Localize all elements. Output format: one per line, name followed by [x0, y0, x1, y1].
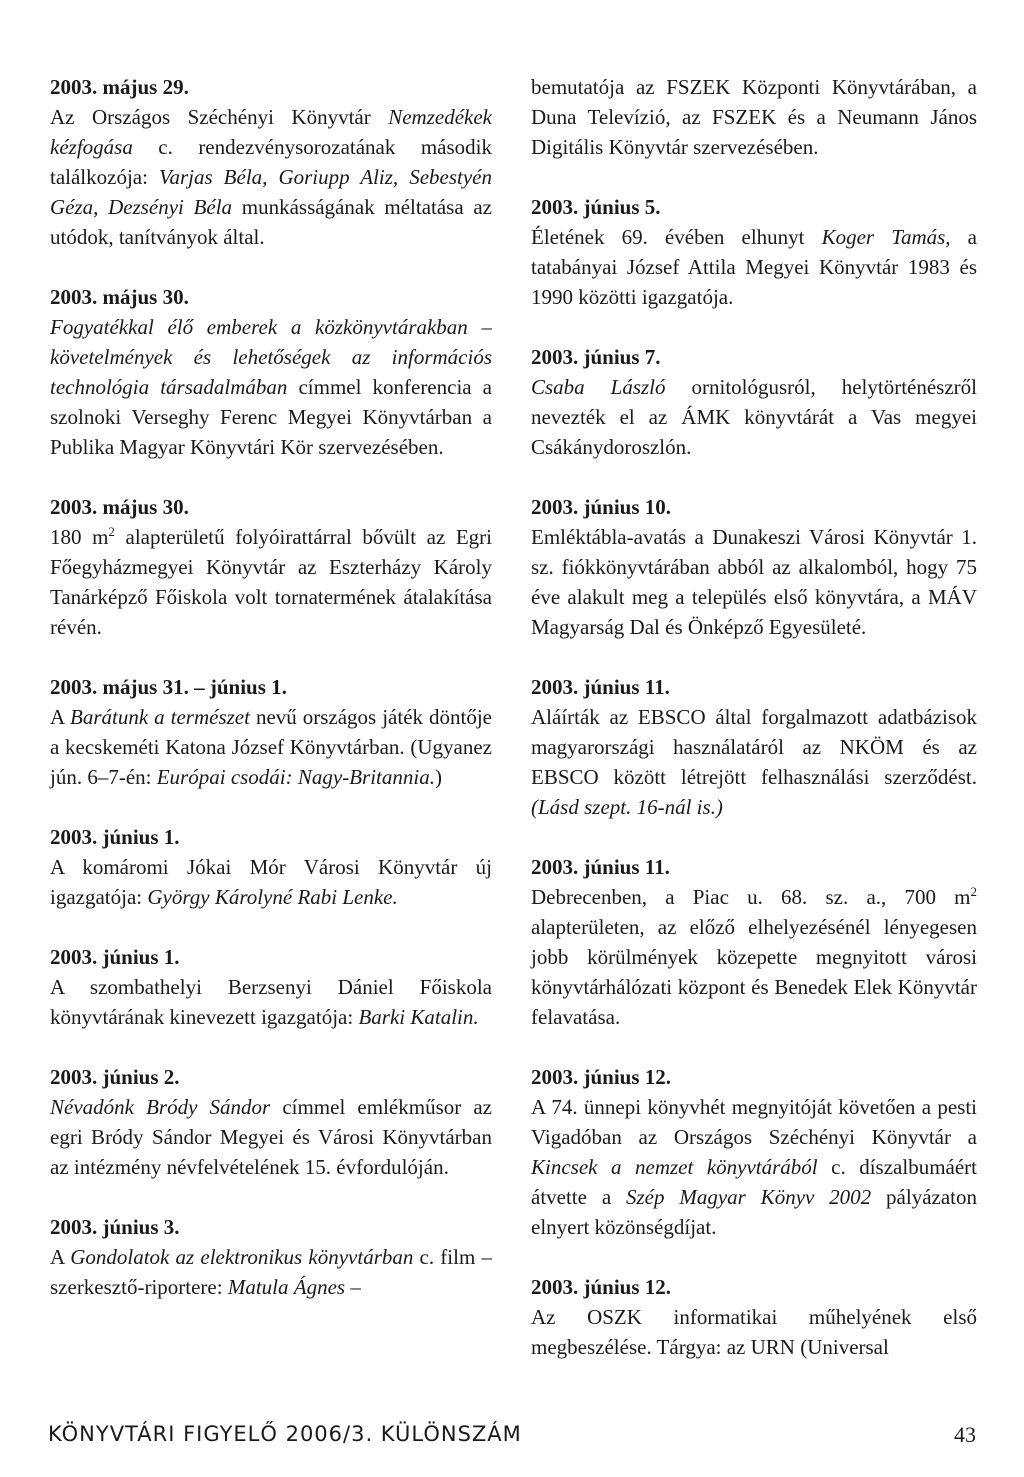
chronology-entry [531, 1272, 977, 1362]
right-column [531, 72, 977, 1392]
chronology-entry [531, 852, 977, 1032]
chronology-entry [50, 1212, 492, 1302]
entry-date: 2003. május 31. – június 1. [50, 675, 287, 699]
chronology-entry [50, 72, 492, 252]
entry-text: A komáromi Jókai Mór Városi Könyvtár új igazgatója: György Károlyné Rabi Lenke. [50, 855, 492, 909]
chronology-entry [531, 192, 977, 312]
entry-date: 2003. június 1. [50, 945, 180, 969]
entry-text: Fogyatékkal élő emberek a közkönyvtárakban – követelmények és lehetőségek az információs technológia társadalmában címmel konferencia a szolnoki Verseghy Ferenc Megyei Könyvtárban a Publika Magyar Könyvtári Kör szervezésében. [50, 315, 492, 459]
entry-text: A Gondolatok az elektronikus könyvtárban c. film – szerkesztő-riportere: Matula Ágnes – [50, 1245, 492, 1299]
entry-date: 2003. június 2. [50, 1065, 180, 1089]
entry-text: A szombathelyi Berzsenyi Dániel Főiskola könyvtárának kinevezett igazgatója: Barki Katalin. [50, 975, 492, 1029]
entry-text: bemutatója az FSZEK Központi Könyvtárában, a Duna Televízió, az FSZEK és a Neumann János Digitális Könyvtár szervezésében. [531, 75, 977, 159]
chronology-entry [531, 672, 977, 822]
entry-text: Csaba László ornitológusról, helytörténészről nevezték el az ÁMK könyvtárát a Vas megyei Csákánydoroszlón. [531, 375, 977, 459]
chronology-entry [50, 282, 492, 462]
entry-date: 2003. június 7. [531, 345, 661, 369]
entry-text: Az Országos Széchényi Könyvtár Nemzedékek kézfogása c. rendezvénysorozatának második találkozója: Varjas Béla, Goriupp Aliz, Sebestyén Géza, Dezsényi Béla munkásságának méltatása az utódok, tanítványok által. [50, 105, 492, 249]
chronology-entry [50, 822, 492, 912]
chronology-entry [50, 942, 492, 1032]
entry-date: 2003. május 30. [50, 495, 189, 519]
entry-date: 2003. június 11. [531, 675, 670, 699]
entry-text: A Barátunk a természet nevű országos játék döntője a kecskeméti Katona József Könyvtárban. (Ugyanez jún. 6–7-én: Európai csodái: Nagy-Britannia.) [50, 705, 492, 789]
entry-text: Aláírták az EBSCO által forgalmazott adatbázisok magyarországi használatáról az NKÖM és az EBSCO között létrejött felhasználási szerződést. (Lásd szept. 16-nál is.) [531, 705, 977, 819]
entry-text: 180 $m^2$ alapterületű folyóirattárral bővült az Egri Főegyházmegyei Könyvtár az Eszterházy Károly Tanárképző Főiskola volt tornatermének átalakítása révén. [50, 524, 492, 639]
entry-text: Debrecenben, a Piac u. 68. sz. a., 700 $m^2$ alapterületen, az előző elhelyezésénél lényegesen jobb körülmények közepette megnyitott városi könyvtárhálózati központ és Benedek Elek Könyvtár felavatása. [531, 884, 977, 1029]
chronology-entry [531, 342, 977, 462]
chronology-entry [50, 492, 492, 642]
chronology-entry [50, 1062, 492, 1182]
entry-date: 2003. június 11. [531, 855, 670, 879]
left-column [50, 72, 492, 1332]
entry-text: Az OSZK informatikai műhelyének első megbeszélése. Tárgya: az URN (Universal [531, 1305, 977, 1359]
chronology-entry [531, 72, 977, 162]
entry-date: 2003. június 12. [531, 1275, 672, 1299]
entry-text: Életének 69. évében elhunyt Koger Tamás, a tatabányai József Attila Megyei Könyvtár 1983 és 1990 közötti igazgatója. [531, 225, 977, 309]
entry-date: 2003. május 29. [50, 75, 189, 99]
entry-text: Emléktábla-avatás a Dunakeszi Városi Könyvtár 1. sz. fiókkönyvtárában abból az alkalomból, hogy 75 éve alakult meg a település első könyvtára, a MÁV Magyarság Dal és Önképző Egyesületé. [531, 525, 977, 639]
entry-date: 2003. június 3. [50, 1215, 180, 1239]
entry-date: 2003. június 10. [531, 495, 672, 519]
entry-text: A 74. ünnepi könyvhét megnyitóját követően a pesti Vigadóban az Országos Széchényi Könyvtár a Kincsek a nemzet könyvtárából c. díszalbumáért átvette a Szép Magyar Könyv 2002 pályázaton elnyert közönségdíjat. [531, 1095, 978, 1239]
page-number: 43 [954, 1422, 976, 1447]
chronology-entry [531, 492, 977, 642]
journal-title: KÖNYVTÁRI FIGYELŐ 2006/3. KÜLÖNSZÁM [48, 1422, 522, 1446]
entry-date: 2003. június 12. [531, 1065, 672, 1089]
chronology-entry [50, 672, 492, 792]
entry-text: Névadónk Bródy Sándor címmel emlékműsor az egri Bródy Sándor Megyei és Városi Könyvtárban az intézmény névfelvételének 15. évfordulóján. [50, 1095, 492, 1179]
chronology-entry [531, 1062, 977, 1242]
entry-date: 2003. június 5. [531, 195, 661, 219]
entry-date: 2003. június 1. [50, 825, 180, 849]
entry-date: 2003. május 30. [50, 285, 189, 309]
